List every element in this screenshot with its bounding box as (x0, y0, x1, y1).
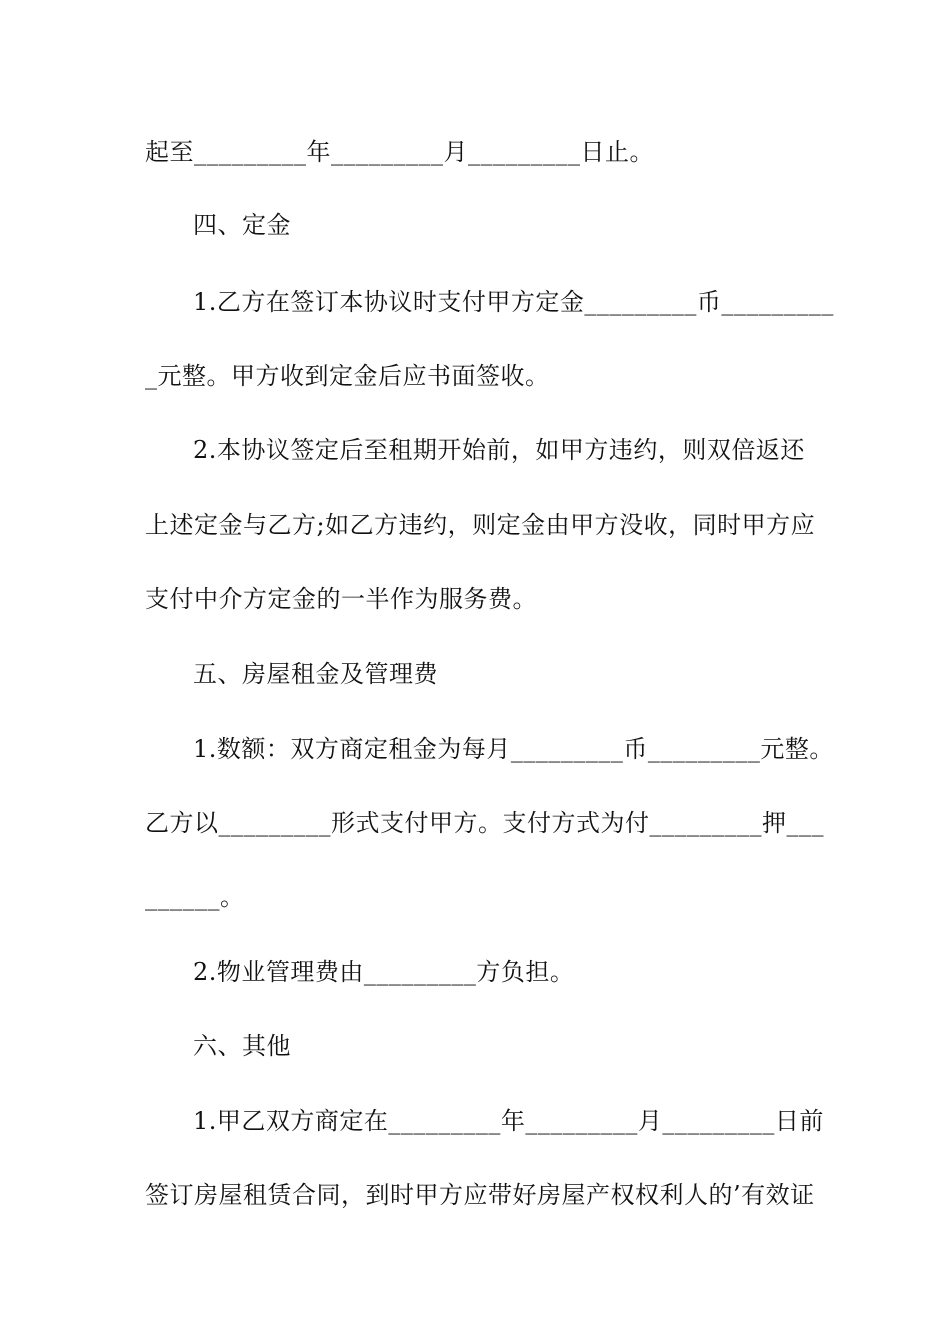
text-line-rent-1a: 1.数额：双方商定租金为每月_________币_________元整。 (193, 735, 834, 763)
text-line-rent-2: 2.物业管理费由_________方负担。 (193, 958, 575, 986)
text-line-deposit-1a: 1.乙方在签订本协议时支付甲方定金_________币_________ (193, 288, 834, 316)
text-line-other-1a: 1.甲乙双方商定在_________年_________月_________日前 (193, 1107, 824, 1135)
text-line-deposit-1b: _元整。甲方收到定金后应书面签收。 (145, 362, 550, 390)
text-line-deposit-2b: 上述定金与乙方;如乙方违约，则定金由甲方没收，同时甲方应 (145, 511, 816, 539)
text-line-deposit-2c: 支付中介方定金的一半作为服务费。 (145, 585, 537, 613)
section-heading-rent: 五、房屋租金及管理费 (193, 660, 438, 688)
text-line-other-1b: 签订房屋租赁合同，到时甲方应带好房屋产权权利人的’有效证 (145, 1181, 815, 1209)
section-heading-other: 六、其他 (193, 1032, 291, 1060)
text-line-period-end: 起至_________年_________月_________日止。 (145, 138, 654, 166)
text-line-rent-1b: 乙方以_________形式支付甲方。支付方式为付_________押___ (145, 809, 824, 837)
text-line-deposit-2a: 2.本协议签定后至租期开始前，如甲方违约，则双倍返还 (193, 436, 805, 464)
text-line-rent-1c: ______。 (145, 883, 245, 911)
section-heading-deposit: 四、定金 (193, 211, 291, 239)
